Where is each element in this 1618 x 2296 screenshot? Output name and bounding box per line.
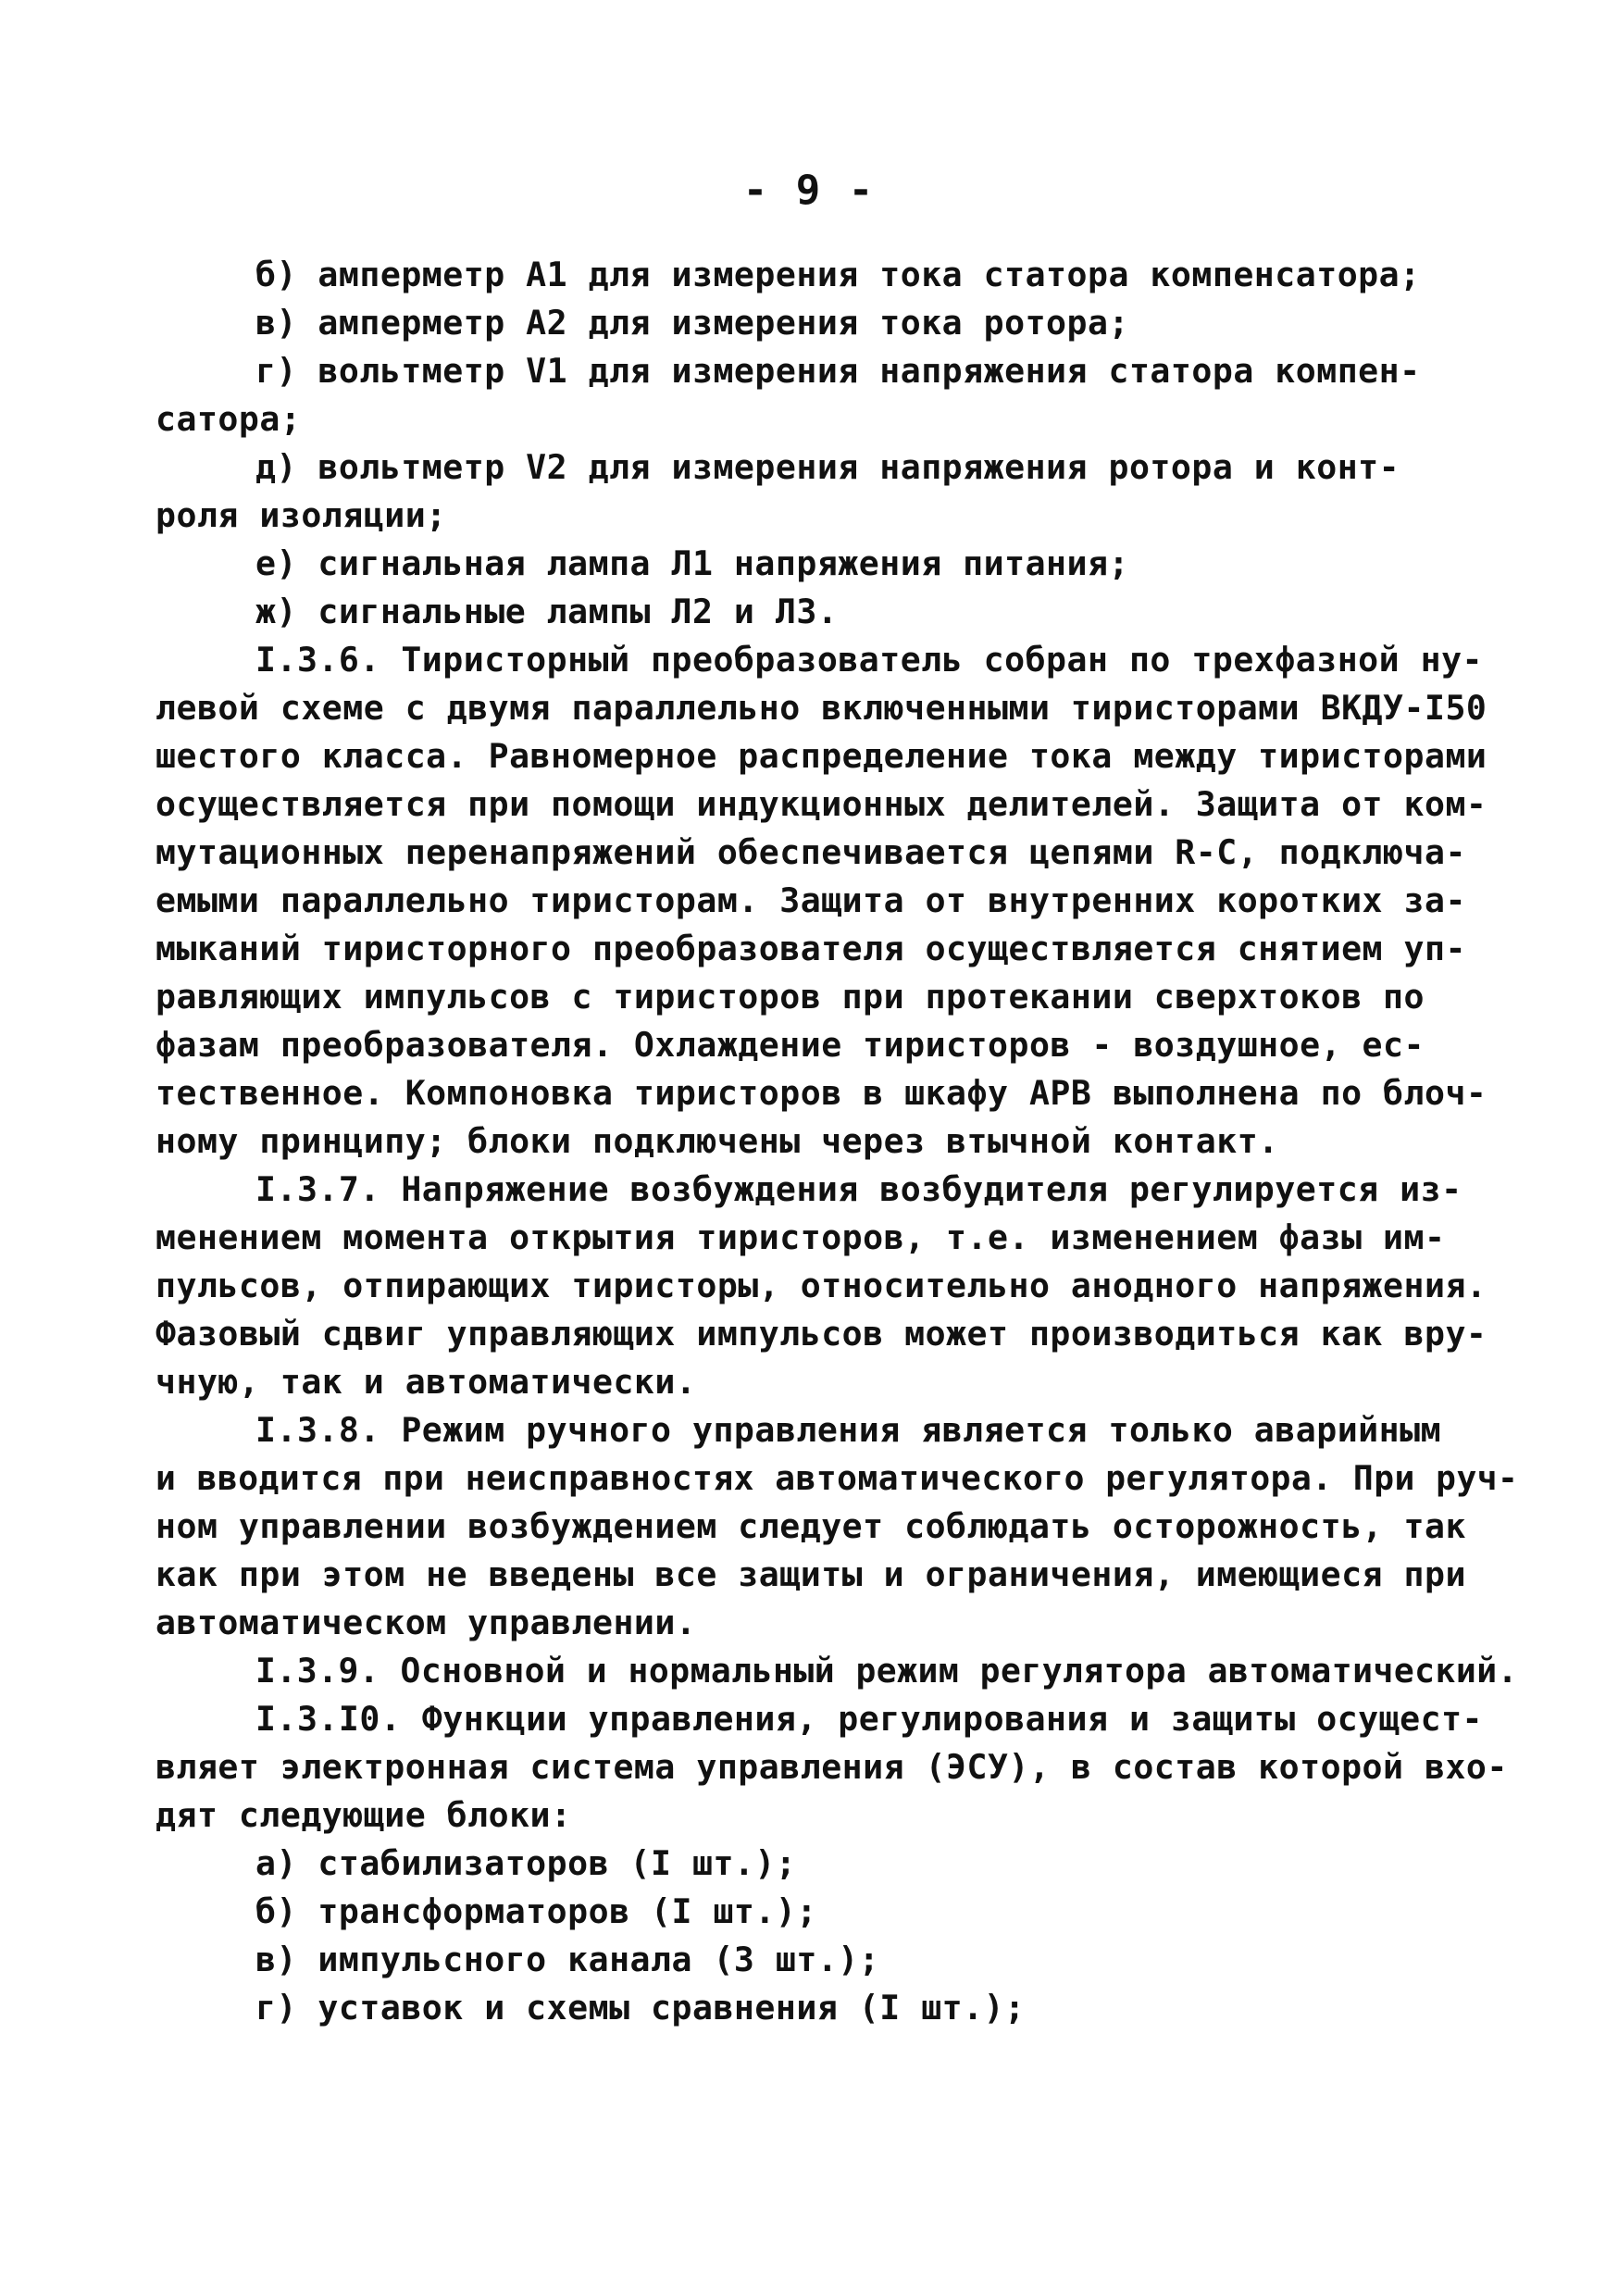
paragraph-1-3-9: I.3.9. Основной и нормальный режим регулятора автоматический. [255, 1651, 1518, 1691]
text-line: как при этом не введены все защиты и ограничения, имеющиеся при [156, 1554, 1466, 1594]
text-line: менением момента открытия тиристоров, т.е. изменением фазы им- [156, 1217, 1446, 1257]
text-line: ному принципу; блоки подключены через втычной контакт. [156, 1121, 1279, 1161]
list-item-a-stabilizers: а) стабилизаторов (I шт.); [255, 1843, 797, 1883]
text-line: вляет электронная система управления (ЭСУ), в состав которой вхо- [156, 1747, 1508, 1787]
text-line: мыканий тиристорного преобразователя осуществляется снятием уп- [156, 929, 1466, 968]
list-item-v-ammeter-a2: в) амперметр А2 для измерения тока ротора; [255, 303, 1129, 343]
text-line: мутационных перенапряжений обеспечивается цепями R-C, подключа- [156, 832, 1466, 872]
text-line: равляющих импульсов с тиристоров при протекании сверхтоков по [156, 977, 1425, 1017]
list-item-g-voltmeter-v1: г) вольтметр V1 для измерения напряжения статора компен- [255, 351, 1421, 391]
paragraph-1-3-8-start: I.3.8. Режим ручного управления является только аварийным [255, 1410, 1442, 1450]
text-line: ном управлении возбуждением следует соблюдать осторожность, так [156, 1506, 1466, 1546]
text-line: сатора; [156, 399, 302, 439]
text-line: емыми параллельно тиристорам. Защита от внутренних коротких за- [156, 880, 1466, 920]
text-line: автоматическом управлении. [156, 1603, 697, 1642]
list-item-b-transformers: б) трансформаторов (I шт.); [255, 1891, 817, 1931]
text-line: тественное. Компоновка тиристоров в шкафу АРВ выполнена по блоч- [156, 1073, 1487, 1113]
text-line: Фазовый сдвиг управляющих импульсов может производиться как вру- [156, 1314, 1487, 1354]
text-line: осуществляется при помощи индукционных делителей. Защита от ком- [156, 784, 1487, 824]
text-line: роля изоляции; [156, 495, 447, 535]
text-line: фазам преобразователя. Охлаждение тиристоров - воздушное, ес- [156, 1025, 1425, 1065]
list-item-b-ammeter-a1: б) амперметр А1 для измерения тока статора компенсатора; [255, 255, 1421, 294]
text-line: левой схеме с двумя параллельно включенными тиристорами ВКДУ-I50 [156, 688, 1487, 728]
list-item-e-signal-lamp-l1: е) сигнальная лампа Л1 напряжения питания; [255, 543, 1129, 583]
text-line: пульсов, отпирающих тиристоры, относительно анодного напряжения. [156, 1266, 1487, 1305]
text-line: чную, так и автоматически. [156, 1362, 697, 1402]
page-number: - 9 - [742, 167, 876, 214]
paragraph-1-3-10-start: I.3.I0. Функции управления, регулирования и защиты осущест- [255, 1699, 1484, 1739]
text-line: и вводится при неисправностях автоматического регулятора. При руч- [156, 1458, 1519, 1498]
list-item-v-pulse-channel: в) импульсного канала (3 шт.); [255, 1940, 880, 1979]
paragraph-1-3-6-start: I.3.6. Тиристорный преобразователь собран по трехфазной ну- [255, 640, 1484, 680]
list-item-d-voltmeter-v2: д) вольтметр V2 для измерения напряжения ротора и конт- [255, 447, 1400, 487]
paragraph-1-3-7-start: I.3.7. Напряжение возбуждения возбудителя регулируется из- [255, 1169, 1462, 1209]
list-item-g-setpoints: г) уставок и схемы сравнения (I шт.); [255, 1988, 1026, 2028]
text-line: дят следующие блоки: [156, 1795, 572, 1835]
text-line: шестого класса. Равномерное распределение тока между тиристорами [156, 736, 1487, 776]
list-item-zh-signal-lamps: ж) сигнальные лампы Л2 и Л3. [255, 592, 839, 631]
